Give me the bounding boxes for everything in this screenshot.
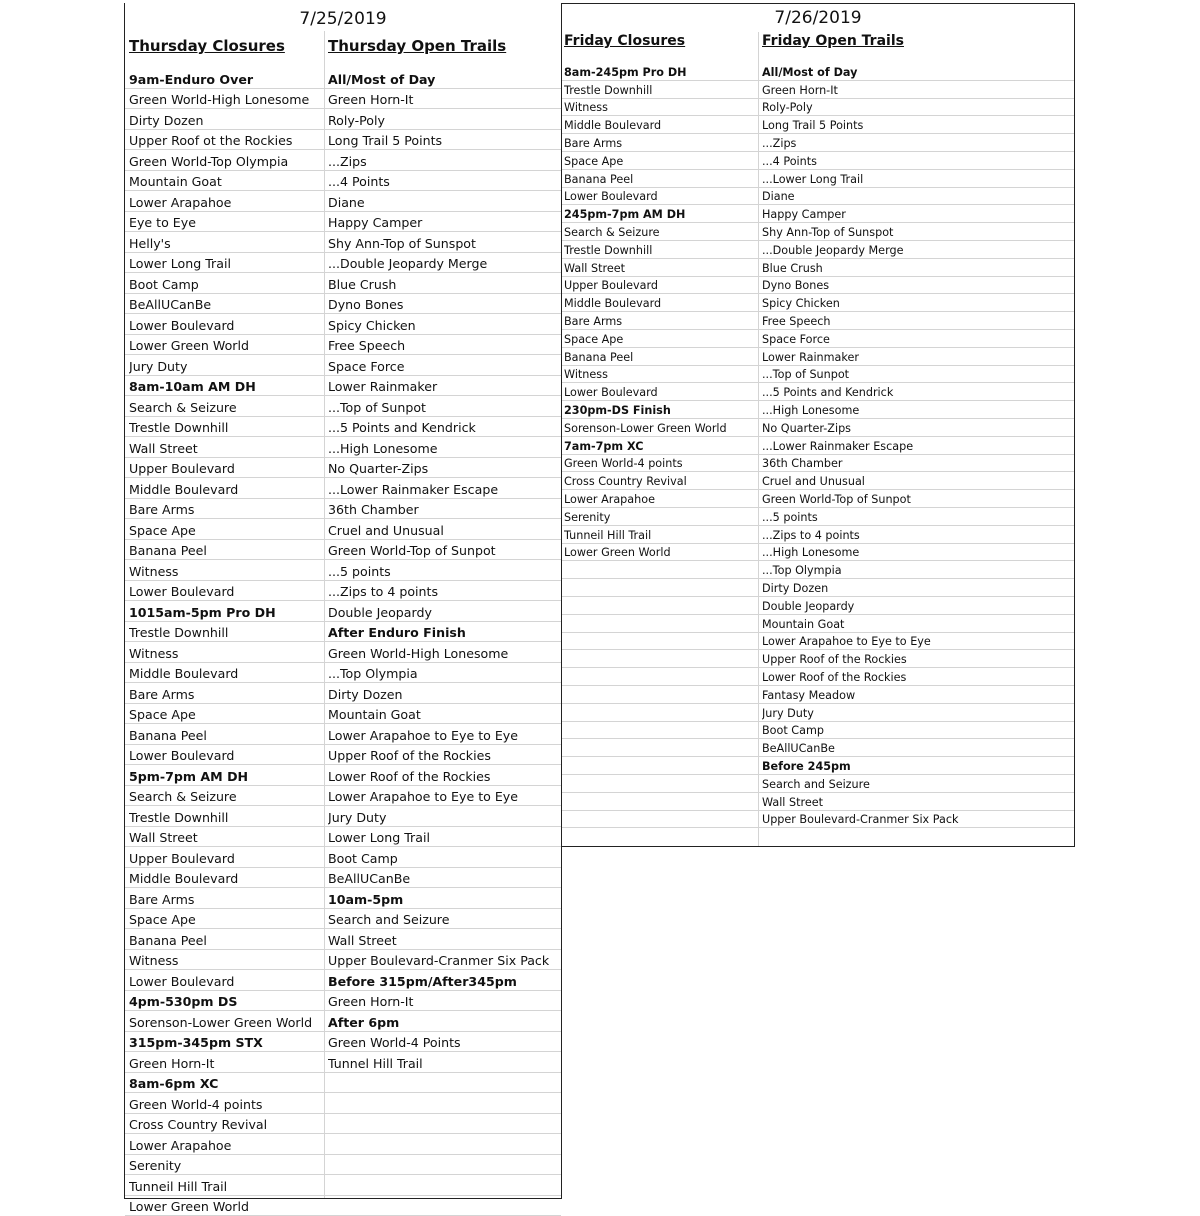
friday-open-cell: Before 245pm: [762, 760, 1072, 773]
thursday-closure-cell: Banana Peel: [129, 543, 323, 558]
thursday-row: [125, 1114, 561, 1135]
friday-open-cell: ...High Lonesome: [762, 546, 1072, 559]
friday-closure-cell: Middle Boulevard: [564, 119, 758, 132]
thursday-open-cell: Jury Duty: [328, 810, 558, 825]
thursday-row: [125, 314, 561, 335]
thursday-open-cell: Green Horn-It: [328, 994, 558, 1009]
thursday-closure-cell: Witness: [129, 564, 323, 579]
thursday-closure-cell: Trestle Downhill: [129, 420, 323, 435]
thursday-date: 7/25/2019: [125, 9, 561, 29]
thursday-row: [125, 970, 561, 991]
thursday-open-cell: Search and Seizure: [328, 912, 558, 927]
thursday-closure-cell: Eye to Eye: [129, 215, 323, 230]
thursday-row: [125, 478, 561, 499]
thursday-closure-cell: Wall Street: [129, 441, 323, 456]
thursday-row: [125, 1093, 561, 1114]
friday-row: [562, 170, 1074, 188]
thursday-row: [125, 622, 561, 643]
thursday-open-cell: 36th Chamber: [328, 502, 558, 517]
thursday-row: [125, 540, 561, 561]
friday-open-cell: ...High Lonesome: [762, 404, 1072, 417]
friday-row: [562, 419, 1074, 437]
thursday-row: [125, 1052, 561, 1073]
friday-row: [562, 383, 1074, 401]
thursday-open-cell: ...5 Points and Kendrick: [328, 420, 558, 435]
thursday-row: [125, 130, 561, 151]
thursday-row: [125, 396, 561, 417]
thursday-closure-cell: Sorenson-Lower Green World: [129, 1015, 323, 1030]
thursday-row: [125, 601, 561, 622]
thursday-closure-cell: Green Horn-It: [129, 1056, 323, 1071]
friday-open-cell: ...Zips to 4 points: [762, 529, 1072, 542]
friday-row: [562, 205, 1074, 223]
friday-closure-cell: Sorenson-Lower Green World: [564, 422, 758, 435]
friday-closure-cell: Banana Peel: [564, 173, 758, 186]
friday-row: [562, 366, 1074, 384]
thursday-open-cell: Lower Arapahoe to Eye to Eye: [328, 789, 558, 804]
thursday-row: [125, 376, 561, 397]
friday-open-cell: Shy Ann-Top of Sunspot: [762, 226, 1072, 239]
thursday-row: [125, 417, 561, 438]
thursday-open-cell: ...Zips: [328, 154, 558, 169]
friday-open-cell: Jury Duty: [762, 707, 1072, 720]
friday-open-cell: BeAllUCanBe: [762, 742, 1072, 755]
friday-row: [562, 633, 1074, 651]
thursday-closure-cell: Lower Boulevard: [129, 748, 323, 763]
friday-row: [562, 544, 1074, 562]
thursday-closure-cell: Search & Seizure: [129, 789, 323, 804]
thursday-open-cell: After 6pm: [328, 1015, 558, 1030]
thursday-open-cell: Cruel and Unusual: [328, 523, 558, 538]
friday-row: [562, 508, 1074, 526]
thursday-sheet: [124, 3, 562, 1199]
friday-open-cell: Boot Camp: [762, 724, 1072, 737]
friday-row: [562, 401, 1074, 419]
friday-row: [562, 490, 1074, 508]
thursday-open-cell: ...Top Olympia: [328, 666, 558, 681]
friday-row: [562, 597, 1074, 615]
thursday-open-cell: Shy Ann-Top of Sunspot: [328, 236, 558, 251]
friday-open-cell: Wall Street: [762, 796, 1072, 809]
friday-open-cell: ...Double Jeopardy Merge: [762, 244, 1072, 257]
thursday-open-cell: Dyno Bones: [328, 297, 558, 312]
friday-row: [562, 259, 1074, 277]
thursday-closure-cell: Lower Long Trail: [129, 256, 323, 271]
thursday-row: [125, 68, 561, 89]
thursday-row: [125, 253, 561, 274]
friday-open-cell: Double Jeopardy: [762, 600, 1072, 613]
thursday-closure-cell: Space Ape: [129, 707, 323, 722]
friday-open-cell: Green Horn-It: [762, 84, 1072, 97]
friday-row: [562, 81, 1074, 99]
thursday-open-cell: Green World-Top of Sunpot: [328, 543, 558, 558]
friday-row: [562, 330, 1074, 348]
friday-open-cell: Cruel and Unusual: [762, 475, 1072, 488]
friday-open-cell: Long Trail 5 Points: [762, 119, 1072, 132]
friday-closure-cell: 7am-7pm XC: [564, 440, 758, 453]
thursday-open-cell: Free Speech: [328, 338, 558, 353]
friday-row: [562, 63, 1074, 81]
thursday-closure-cell: Witness: [129, 646, 323, 661]
friday-open-cell: Search and Seizure: [762, 778, 1072, 791]
thursday-row: [125, 1134, 561, 1155]
thursday-open-cell: Blue Crush: [328, 277, 558, 292]
thursday-row: [125, 1155, 561, 1176]
thursday-row: [125, 1073, 561, 1094]
friday-open-cell: Space Force: [762, 333, 1072, 346]
thursday-row: [125, 806, 561, 827]
friday-open-cell: ...4 Points: [762, 155, 1072, 168]
thursday-open-cell: After Enduro Finish: [328, 625, 558, 640]
thursday-row: [125, 1032, 561, 1053]
friday-closure-cell: Witness: [564, 101, 758, 114]
thursday-open-cell: Mountain Goat: [328, 707, 558, 722]
thursday-closure-cell: Bare Arms: [129, 687, 323, 702]
friday-open-cell: No Quarter-Zips: [762, 422, 1072, 435]
thursday-row: [125, 560, 561, 581]
thursday-closure-cell: BeAllUCanBe: [129, 297, 323, 312]
friday-row: [562, 348, 1074, 366]
friday-closure-cell: Upper Boulevard: [564, 279, 758, 292]
friday-closure-cell: Trestle Downhill: [564, 84, 758, 97]
thursday-row: [125, 991, 561, 1012]
thursday-closure-cell: Serenity: [129, 1158, 323, 1173]
thursday-closure-cell: Lower Boulevard: [129, 974, 323, 989]
thursday-open-cell: 10am-5pm: [328, 892, 558, 907]
friday-open-cell: Free Speech: [762, 315, 1072, 328]
thursday-closure-cell: Lower Boulevard: [129, 584, 323, 599]
thursday-closure-cell: 4pm-530pm DS: [129, 994, 323, 1009]
friday-closure-cell: Lower Boulevard: [564, 386, 758, 399]
thursday-row: [125, 847, 561, 868]
friday-row: [562, 223, 1074, 241]
thursday-row: [125, 335, 561, 356]
friday-closure-cell: Wall Street: [564, 262, 758, 275]
friday-closure-cell: Trestle Downhill: [564, 244, 758, 257]
thursday-closure-cell: Helly's: [129, 236, 323, 251]
thursday-closure-cell: Middle Boulevard: [129, 871, 323, 886]
friday-open-cell: ...Zips: [762, 137, 1072, 150]
thursday-closure-cell: 1015am-5pm Pro DH: [129, 605, 323, 620]
thursday-closure-cell: Lower Boulevard: [129, 318, 323, 333]
thursday-closure-cell: Trestle Downhill: [129, 810, 323, 825]
friday-closure-cell: Cross Country Revival: [564, 475, 758, 488]
friday-open-cell: Dirty Dozen: [762, 582, 1072, 595]
thursday-open-cell: Space Force: [328, 359, 558, 374]
friday-row: [562, 241, 1074, 259]
friday-closure-cell: 245pm-7pm AM DH: [564, 208, 758, 221]
friday-closure-cell: Middle Boulevard: [564, 297, 758, 310]
friday-open-cell: ...Top of Sunpot: [762, 368, 1072, 381]
friday-closure-cell: Lower Green World: [564, 546, 758, 559]
thursday-row: [125, 683, 561, 704]
friday-open-cell: ...5 points: [762, 511, 1072, 524]
friday-row: [562, 99, 1074, 117]
friday-row: [562, 793, 1074, 811]
friday-open-cell: Mountain Goat: [762, 618, 1072, 631]
thursday-closure-cell: Lower Green World: [129, 338, 323, 353]
friday-closure-cell: Banana Peel: [564, 351, 758, 364]
thursday-closure-cell: Tunneil Hill Trail: [129, 1179, 323, 1194]
friday-open-cell: ...Lower Long Trail: [762, 173, 1072, 186]
thursday-closure-cell: 9am-Enduro Over: [129, 72, 323, 87]
thursday-open-cell: Upper Roof of the Rockies: [328, 748, 558, 763]
friday-closure-cell: Bare Arms: [564, 137, 758, 150]
friday-row: [562, 116, 1074, 134]
friday-closure-cell: Tunneil Hill Trail: [564, 529, 758, 542]
thursday-closures-header: Thursday Closures: [129, 37, 285, 55]
thursday-row: [125, 437, 561, 458]
friday-open-cell: Lower Roof of the Rockies: [762, 671, 1072, 684]
thursday-open-cell: ...4 Points: [328, 174, 558, 189]
thursday-row: [125, 355, 561, 376]
friday-row: [562, 455, 1074, 473]
thursday-closure-cell: Dirty Dozen: [129, 113, 323, 128]
thursday-row: [125, 191, 561, 212]
friday-row: [562, 739, 1074, 757]
thursday-row: [125, 765, 561, 786]
thursday-open-cell: ...Top of Sunpot: [328, 400, 558, 415]
thursday-closure-cell: Upper Boulevard: [129, 461, 323, 476]
thursday-row: [125, 786, 561, 807]
friday-open-cell: Lower Rainmaker: [762, 351, 1072, 364]
friday-row: [562, 312, 1074, 330]
friday-closure-cell: Lower Arapahoe: [564, 493, 758, 506]
thursday-closure-cell: Trestle Downhill: [129, 625, 323, 640]
thursday-row: [125, 109, 561, 130]
friday-open-cell: ...Top Olympia: [762, 564, 1072, 577]
thursday-open-cell: Green Horn-It: [328, 92, 558, 107]
friday-row: [562, 686, 1074, 704]
thursday-row: [125, 89, 561, 110]
friday-row: [562, 526, 1074, 544]
thursday-open-cell: ...Double Jeopardy Merge: [328, 256, 558, 271]
thursday-row: [125, 909, 561, 930]
friday-closure-cell: Green World-4 points: [564, 457, 758, 470]
friday-open-cell: Fantasy Meadow: [762, 689, 1072, 702]
friday-sheet: [561, 3, 1075, 847]
thursday-open-cell: ...Lower Rainmaker Escape: [328, 482, 558, 497]
thursday-row: [125, 868, 561, 889]
thursday-open-cell: Long Trail 5 Points: [328, 133, 558, 148]
friday-closures-header: Friday Closures: [564, 33, 685, 49]
thursday-open-cell: ...High Lonesome: [328, 441, 558, 456]
thursday-open-cell: Before 315pm/After345pm: [328, 974, 558, 989]
friday-open-cell: Blue Crush: [762, 262, 1072, 275]
friday-open-cell: ...5 Points and Kendrick: [762, 386, 1072, 399]
thursday-row: [125, 171, 561, 192]
thursday-row: [125, 724, 561, 745]
thursday-closure-cell: Middle Boulevard: [129, 482, 323, 497]
friday-open-cell: Happy Camper: [762, 208, 1072, 221]
friday-row: [562, 668, 1074, 686]
thursday-open-cell: No Quarter-Zips: [328, 461, 558, 476]
friday-closure-cell: 8am-245pm Pro DH: [564, 66, 758, 79]
friday-open-header: Friday Open Trails: [762, 33, 904, 49]
thursday-row: [125, 827, 561, 848]
thursday-row: [125, 663, 561, 684]
friday-closure-cell: Serenity: [564, 511, 758, 524]
thursday-row: [125, 150, 561, 171]
friday-row: [562, 722, 1074, 740]
friday-closure-cell: Space Ape: [564, 155, 758, 168]
thursday-row: [125, 232, 561, 253]
thursday-row: [125, 745, 561, 766]
thursday-closure-cell: Lower Green World: [129, 1199, 323, 1214]
friday-row: [562, 188, 1074, 206]
thursday-closure-cell: Lower Arapahoe: [129, 195, 323, 210]
thursday-closure-cell: Upper Boulevard: [129, 851, 323, 866]
friday-open-cell: 36th Chamber: [762, 457, 1072, 470]
thursday-row: [125, 642, 561, 663]
friday-open-cell: Dyno Bones: [762, 279, 1072, 292]
thursday-row: [125, 212, 561, 233]
friday-closure-cell: Lower Boulevard: [564, 190, 758, 203]
thursday-open-cell: Lower Long Trail: [328, 830, 558, 845]
thursday-row: [125, 499, 561, 520]
thursday-open-cell: Tunnel Hill Trail: [328, 1056, 558, 1071]
thursday-closure-cell: Jury Duty: [129, 359, 323, 374]
thursday-row: [125, 704, 561, 725]
thursday-open-cell: Wall Street: [328, 933, 558, 948]
friday-row: [562, 277, 1074, 295]
friday-row: [562, 757, 1074, 775]
thursday-row: [125, 950, 561, 971]
friday-row: [562, 294, 1074, 312]
thursday-row: [125, 273, 561, 294]
thursday-open-cell: Lower Arapahoe to Eye to Eye: [328, 728, 558, 743]
thursday-open-cell: Lower Roof of the Rockies: [328, 769, 558, 784]
friday-closure-cell: Witness: [564, 368, 758, 381]
thursday-open-cell: BeAllUCanBe: [328, 871, 558, 886]
thursday-closure-cell: Green World-4 points: [129, 1097, 323, 1112]
thursday-row: [125, 458, 561, 479]
thursday-closure-cell: Bare Arms: [129, 892, 323, 907]
thursday-closure-cell: Space Ape: [129, 523, 323, 538]
thursday-row: [125, 1196, 561, 1216]
thursday-closure-cell: Upper Roof ot the Rockies: [129, 133, 323, 148]
friday-open-cell: Upper Boulevard-Cranmer Six Pack: [762, 813, 1072, 826]
thursday-open-header: Thursday Open Trails: [328, 37, 506, 55]
thursday-closure-cell: Boot Camp: [129, 277, 323, 292]
friday-open-cell: Upper Roof of the Rockies: [762, 653, 1072, 666]
thursday-closure-cell: Green World-High Lonesome: [129, 92, 323, 107]
thursday-closure-cell: Bare Arms: [129, 502, 323, 517]
friday-open-cell: All/Most of Day: [762, 66, 1072, 79]
thursday-closure-cell: Space Ape: [129, 912, 323, 927]
thursday-closure-cell: Wall Street: [129, 830, 323, 845]
thursday-open-cell: Roly-Poly: [328, 113, 558, 128]
thursday-closure-cell: Cross Country Revival: [129, 1117, 323, 1132]
friday-row: [562, 579, 1074, 597]
friday-open-cell: ...Lower Rainmaker Escape: [762, 440, 1072, 453]
thursday-open-cell: Boot Camp: [328, 851, 558, 866]
thursday-row: [125, 519, 561, 540]
thursday-open-cell: Green World-High Lonesome: [328, 646, 558, 661]
friday-closure-cell: Space Ape: [564, 333, 758, 346]
thursday-open-cell: Upper Boulevard-Cranmer Six Pack: [328, 953, 558, 968]
thursday-closure-cell: 8am-6pm XC: [129, 1076, 323, 1091]
friday-row: [562, 134, 1074, 152]
friday-row: [562, 650, 1074, 668]
thursday-row: [125, 929, 561, 950]
thursday-row: [125, 1175, 561, 1196]
friday-open-cell: Diane: [762, 190, 1072, 203]
friday-row: [562, 472, 1074, 490]
friday-open-cell: Roly-Poly: [762, 101, 1072, 114]
thursday-closure-cell: 315pm-345pm STX: [129, 1035, 323, 1050]
friday-open-cell: Lower Arapahoe to Eye to Eye: [762, 635, 1072, 648]
thursday-open-cell: Dirty Dozen: [328, 687, 558, 702]
thursday-closure-cell: Search & Seizure: [129, 400, 323, 415]
thursday-row: [125, 294, 561, 315]
friday-row: [562, 615, 1074, 633]
friday-row: [562, 437, 1074, 455]
friday-row: [562, 811, 1074, 829]
friday-closure-cell: Bare Arms: [564, 315, 758, 328]
friday-closure-cell: 230pm-DS Finish: [564, 404, 758, 417]
thursday-closure-cell: Green World-Top Olympia: [129, 154, 323, 169]
thursday-row: [125, 888, 561, 909]
friday-closure-cell: Search & Seizure: [564, 226, 758, 239]
thursday-closure-cell: 5pm-7pm AM DH: [129, 769, 323, 784]
friday-date: 7/26/2019: [562, 8, 1074, 28]
thursday-open-cell: Lower Rainmaker: [328, 379, 558, 394]
thursday-open-cell: ...5 points: [328, 564, 558, 579]
friday-row: [562, 704, 1074, 722]
thursday-open-cell: Green World-4 Points: [328, 1035, 558, 1050]
friday-row: [562, 152, 1074, 170]
friday-open-cell: Green World-Top of Sunpot: [762, 493, 1072, 506]
thursday-open-cell: Diane: [328, 195, 558, 210]
thursday-open-cell: Double Jeopardy: [328, 605, 558, 620]
thursday-closure-cell: 8am-10am AM DH: [129, 379, 323, 394]
thursday-closure-cell: Lower Arapahoe: [129, 1138, 323, 1153]
thursday-row: [125, 1011, 561, 1032]
thursday-open-cell: All/Most of Day: [328, 72, 558, 87]
thursday-open-cell: ...Zips to 4 points: [328, 584, 558, 599]
thursday-open-cell: Happy Camper: [328, 215, 558, 230]
friday-row: [562, 775, 1074, 793]
thursday-closure-cell: Middle Boulevard: [129, 666, 323, 681]
thursday-open-cell: Spicy Chicken: [328, 318, 558, 333]
thursday-closure-cell: Banana Peel: [129, 728, 323, 743]
thursday-closure-cell: Banana Peel: [129, 933, 323, 948]
friday-open-cell: Spicy Chicken: [762, 297, 1072, 310]
friday-row: [562, 561, 1074, 579]
thursday-row: [125, 581, 561, 602]
thursday-closure-cell: Mountain Goat: [129, 174, 323, 189]
thursday-closure-cell: Witness: [129, 953, 323, 968]
